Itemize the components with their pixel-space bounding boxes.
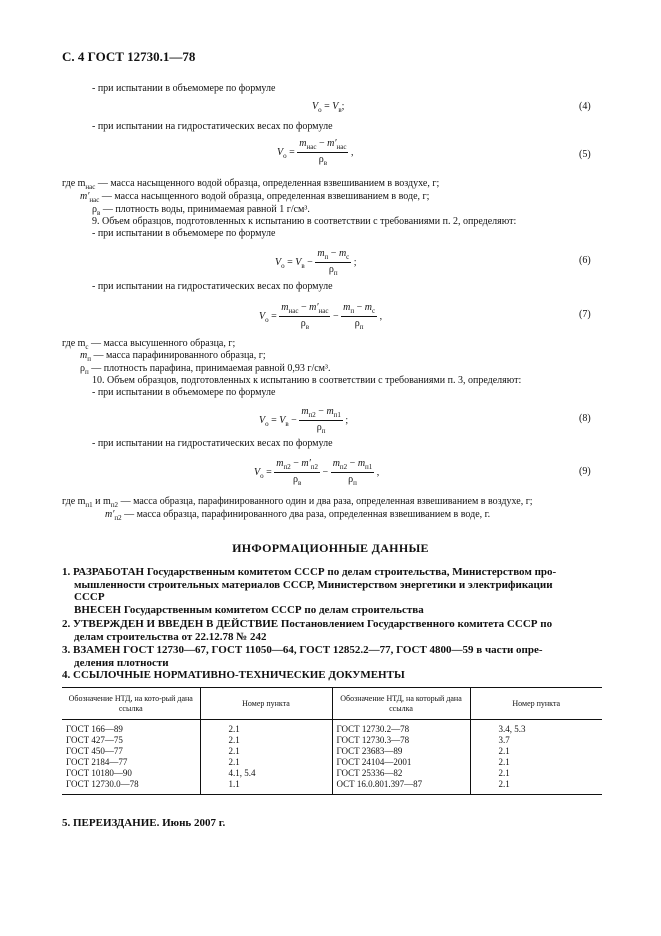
references-table — [62, 687, 602, 795]
table-cell: 2.1 — [200, 735, 332, 746]
formula-6-number: (6) — [579, 255, 591, 266]
table-row — [62, 768, 602, 779]
table-cell: ГОСТ 450—77 — [66, 746, 123, 757]
table-cell: ОСТ 16.0.801.397—87 — [332, 779, 470, 795]
table-cell: 2.1 — [470, 768, 602, 779]
table-cell: ГОСТ 10180—90 — [66, 768, 132, 779]
table-cell: 2.1 — [470, 779, 602, 795]
info-section-5: 5. ПЕРЕИЗДАНИЕ. Июнь 2007 г. — [62, 817, 226, 829]
table-cell: ГОСТ 2184—77 — [66, 757, 128, 768]
legend-line: $m_п$ — масса парафинированного образца, г; — [80, 350, 266, 363]
table-header-row — [62, 688, 602, 720]
table-cell: 4.1, 5.4 — [200, 768, 332, 779]
text-line: - при испытании на гидростатических весах по формуле — [92, 438, 333, 449]
formula-4: $V_о = V_в$; — [312, 101, 345, 114]
formula-9: $V_о$ = $\frac{m_{п2} - m'_{п2}}{\rho_в}$ − $\frac{m_{п2} - m_{п1}}{\rho_п}$ , — [254, 458, 380, 487]
table-cell: ГОСТ 25336—82 — [332, 768, 470, 779]
info-section-2: 2. УТВЕРЖДЕН И ВВЕДЕН В ДЕЙСТВИЕ Постановлением Государственного комитета СССР по делам строительства от 22.12.78 № 242 — [62, 618, 553, 643]
formula-8: $V_о = V_в$ − $\frac{m_{п2} - m_{п1}}{\rho_п}$ ; — [259, 406, 349, 435]
table-row — [62, 779, 602, 795]
table-header-cell: Номер пункта — [470, 688, 602, 720]
table-row — [62, 720, 602, 736]
table-row — [62, 757, 602, 768]
table-cell: 2.1 — [200, 720, 332, 736]
table-cell: ГОСТ 23683—89 — [332, 746, 470, 757]
table-header-cell: Обозначение НТД, на который дана ссылка — [332, 688, 470, 720]
table-cell: 2.1 — [470, 757, 602, 768]
table-cell: ГОСТ 12730.3—78 — [332, 735, 470, 746]
formula-4-number: (4) — [579, 101, 591, 112]
legend-line: $m'_{п2}$ — масса образца, парафинированного два раза, определенная взвешиванием в воде, г. — [105, 509, 491, 522]
table-row — [62, 735, 602, 746]
table-row — [62, 746, 602, 757]
legend-line: где $m_{нас}$ — масса насыщенного водой образца, определенная взвешиванием в воздухе, г; — [62, 178, 440, 191]
formula-6: $V_о = V_в$ − $\frac{m_п - m_с}{\rho_п}$ ; — [275, 248, 357, 277]
legend-line: $\rho_п$ — плотность парафина, принимаемая равной 0,93 г/см³. — [80, 363, 331, 376]
table-cell: 2.1 — [200, 757, 332, 768]
paragraph-9: 9. Объем образцов, подготовленных к испытанию в соответствии с требованиями п. 2, определяют: — [92, 216, 517, 227]
info-title: ИНФОРМАЦИОННЫЕ ДАННЫЕ — [232, 541, 429, 555]
legend-line: где $m_{п1}$ и $m_{п2}$ — масса образца, парафинированного один и два раза, определенная взвешиванием в воздухе, г; — [62, 496, 533, 509]
text-line: - при испытании на гидростатических весах по формуле — [92, 281, 333, 292]
formula-5: $V_о$ = $\frac{m_{нас} - m'_{нас}}{\rho_в}$ , — [277, 138, 354, 167]
table-header-cell: Номер пункта — [200, 688, 332, 720]
formula-7-number: (7) — [579, 309, 591, 320]
table-cell: 2.1 — [200, 746, 332, 757]
table-cell: 3.4, 5.3 — [470, 720, 602, 736]
info-section-4: 4. ССЫЛОЧНЫЕ НОРМАТИВНО-ТЕХНИЧЕСКИЕ ДОКУМЕНТЫ — [62, 669, 405, 681]
formula-8-number: (8) — [579, 413, 591, 424]
page-header: С. 4 ГОСТ 12730.1—78 — [62, 49, 196, 64]
paragraph-10: 10. Объем образцов, подготовленных к испытанию в соответствии с требованиями п. 3, определяют: — [92, 375, 522, 386]
text-line: - при испытании в объемомере по формуле — [92, 387, 276, 398]
text-line: - при испытании в объемомере по формуле — [92, 228, 276, 239]
formula-5-number: (5) — [579, 149, 591, 160]
table-cell: 1.1 — [200, 779, 332, 795]
formula-7: $V_о$ = $\frac{m_{нас} - m'_{нас}}{\rho_в}$ − $\frac{m_п - m_с}{\rho_п}$ , — [259, 302, 383, 331]
table-cell: ГОСТ 12730.2—78 — [332, 720, 470, 736]
legend-line: где $m_с$ — масса высушенного образца, г; — [62, 338, 236, 351]
legend-line: $m'_{нас}$ — масса насыщенного водой образца, определенная взвешиванием в воде, г; — [80, 191, 430, 204]
table-header-cell: Обозначение НТД, на кото-рый дана ссылка — [62, 688, 200, 720]
info-section-3: 3. ВЗАМЕН ГОСТ 12730—67, ГОСТ 11050—64, ГОСТ 12852.2—77, ГОСТ 4800—59 в части опре- деления плотности — [62, 644, 543, 669]
formula-9-number: (9) — [579, 466, 591, 477]
text-line: - при испытании на гидростатических весах по формуле — [92, 121, 333, 132]
legend-line: $\rho_в$ — плотность воды, принимаемая равной 1 г/см³. — [92, 204, 310, 217]
info-section-1: 1. РАЗРАБОТАН Государственным комитетом СССР по делам строительства, Министерством про- мышленности строительных материалов СССР, Министерством энергетики и электрификации СССР ВНЕСЕН Государственным комитетом СССР по делам строительства — [62, 566, 557, 616]
table-cell: ГОСТ 427—75 — [66, 735, 123, 746]
table-cell: ГОСТ 166—89 — [66, 724, 123, 735]
table-cell: ГОСТ 12730.0—78 — [62, 779, 200, 795]
table-cell: 3.7 — [470, 735, 602, 746]
table-cell: ГОСТ 24104—2001 — [332, 757, 470, 768]
text-line: - при испытании в объемомере по формуле — [92, 83, 276, 94]
table-cell: 2.1 — [470, 746, 602, 757]
